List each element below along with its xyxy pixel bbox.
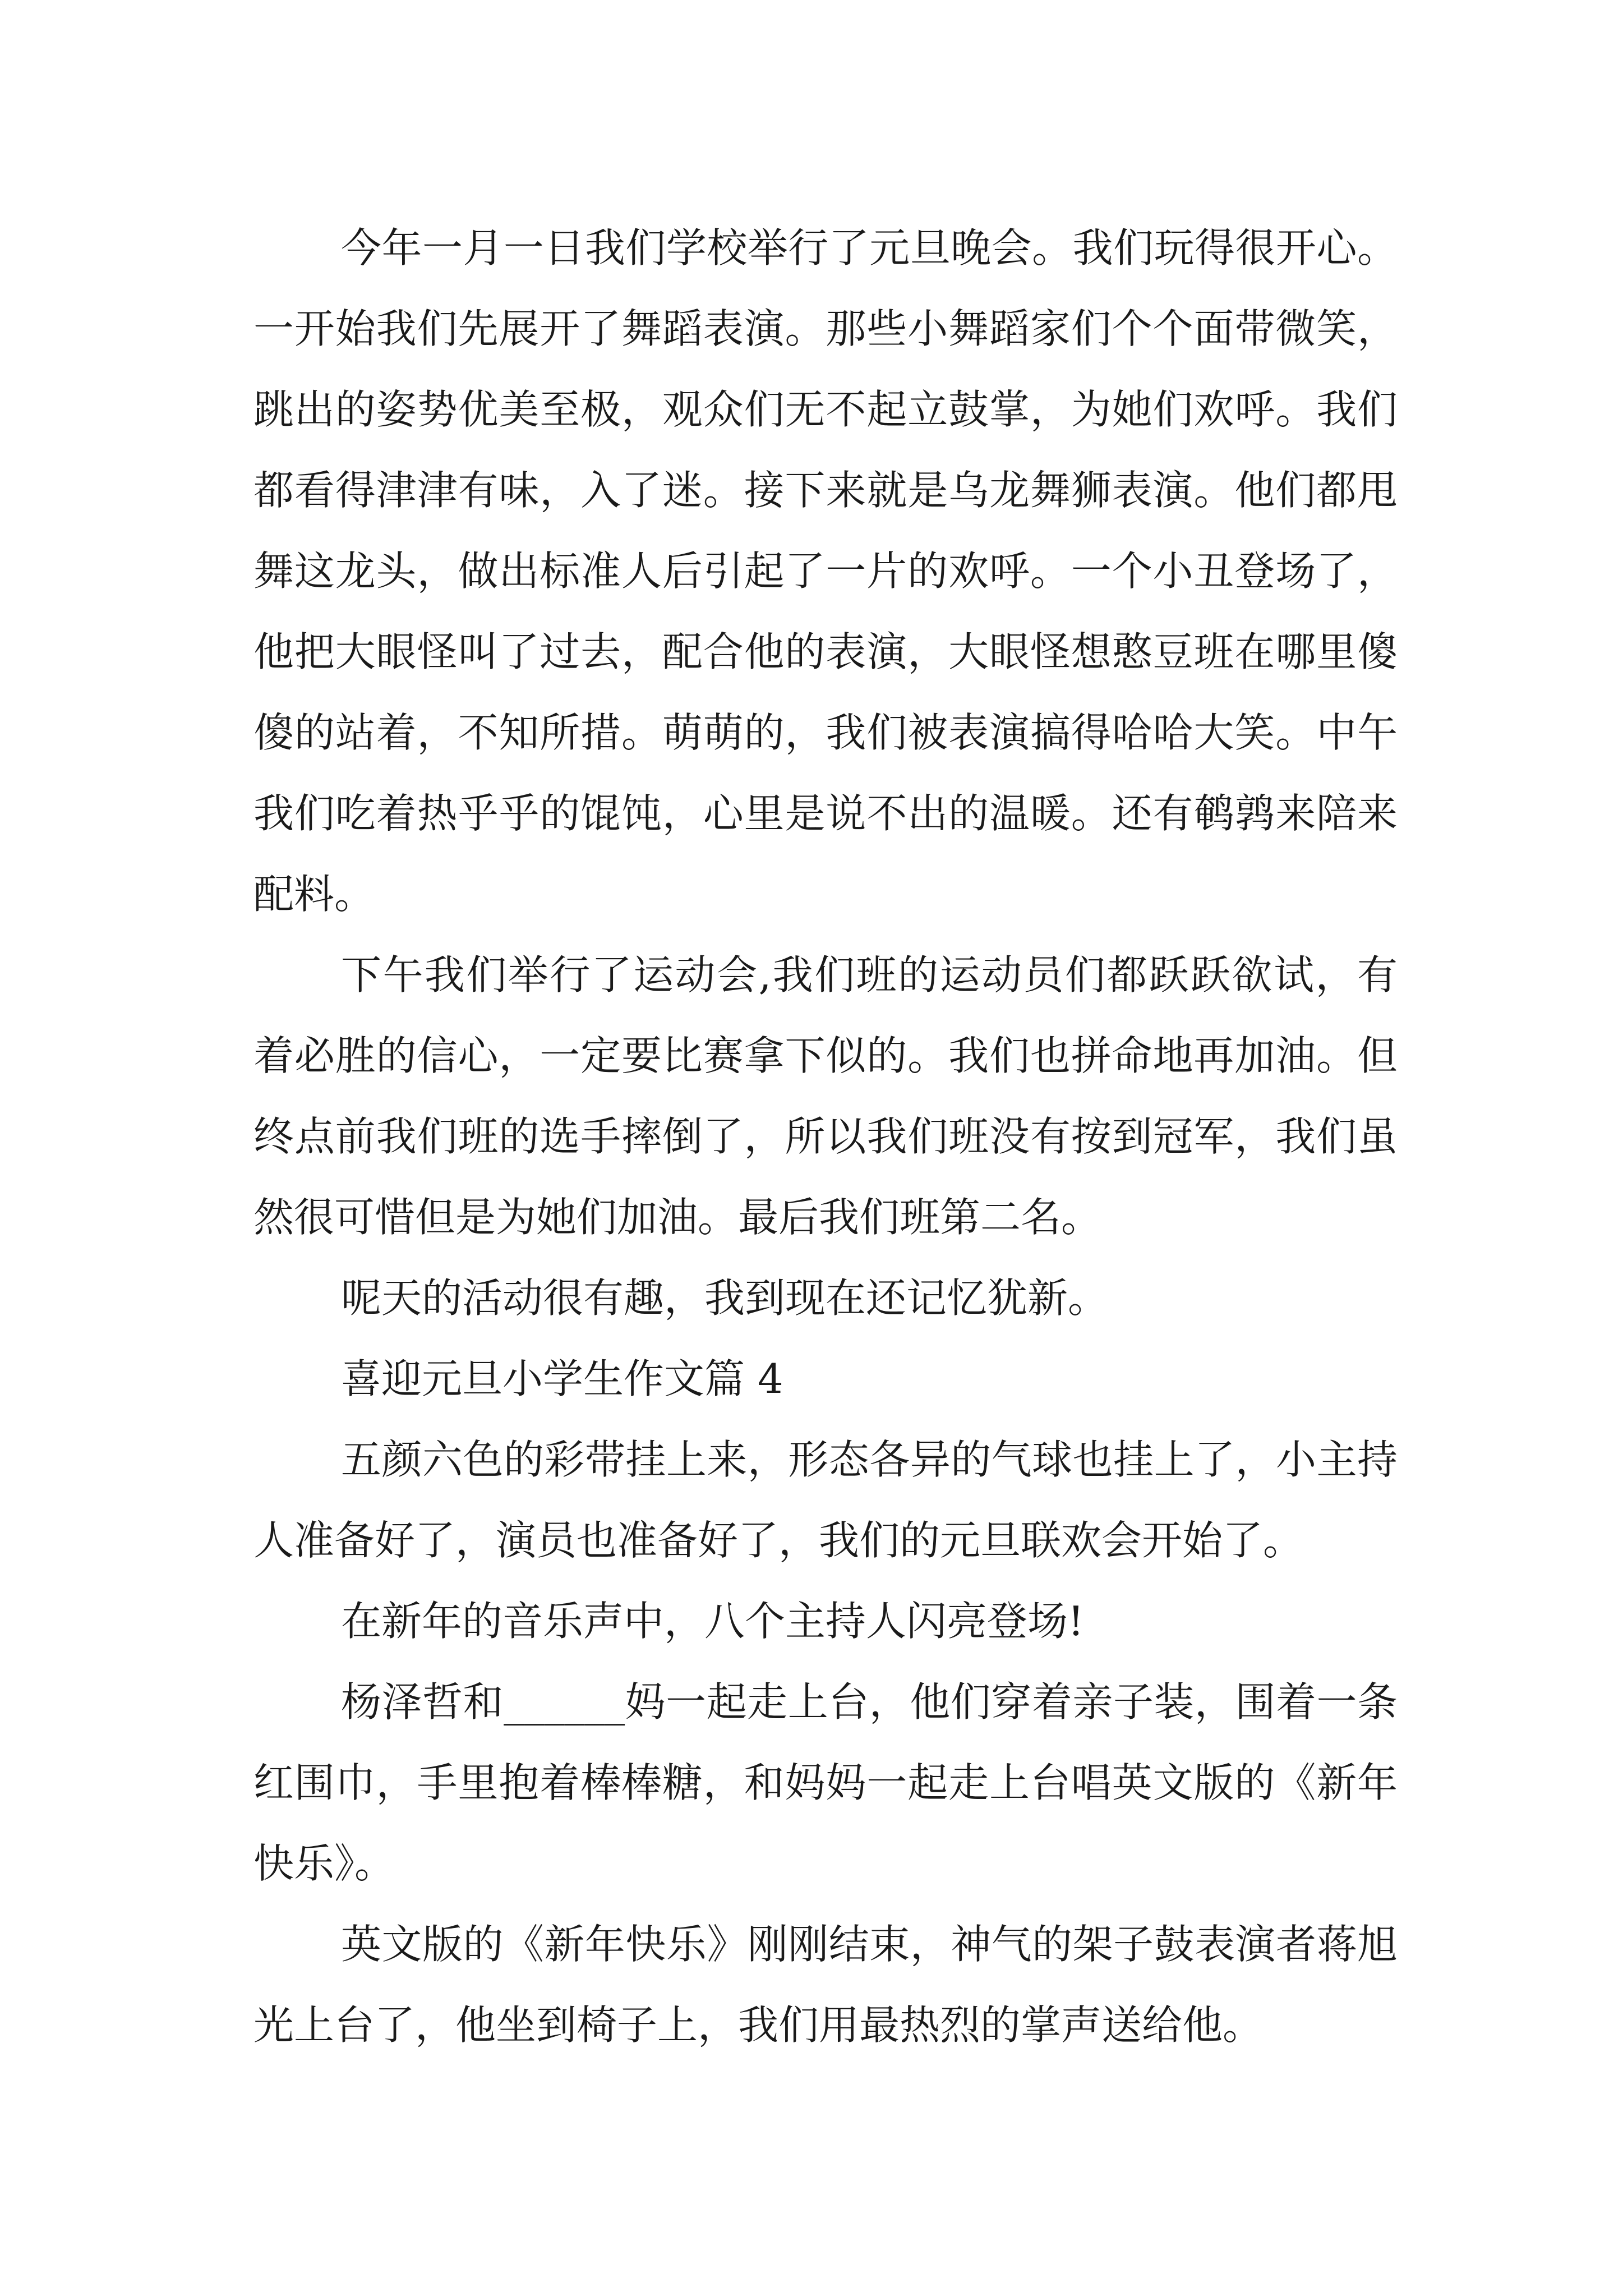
paragraph-drum-performer: 英文版的《新年快乐》刚刚结束，神气的架子鼓表演者蒋旭光上台了，他坐到椅子上，我们用最热烈的掌声送给他。 — [253, 1921, 1398, 2049]
essay-title-4: 喜迎元旦小学生作文篇 4 — [341, 1355, 783, 1402]
paragraph-new-year-gala: 今年一月一日我们学校举行了元旦晚会。我们玩得很开心。一开始我们先展开了舞蹈表演。那些小舞蹈家们个个面带微笑，跳出的姿势优美至极，观众们无不起立鼓掌，为她们欢呼。我们都看得津津有味，入了迷。接下来就是乌龙舞狮表演。他们都甩舞这龙头，做出标准人后引起了一片的欢呼。一个小丑登场了，他把大眼怪叫了过去，配合他的表演，大眼怪想憨豆班在哪里傻傻的站着，不知所措。萌萌的，我们被表演搞得哈哈大笑。中午我们吃着热乎乎的馄饨，心里是说不出的温暖。还有鹌鹑来陪来配料。 — [253, 224, 1398, 918]
essay-body — [253, 208, 1398, 2065]
paragraph-hosts: 在新年的音乐声中，八个主持人闪亮登场! — [341, 1598, 1084, 1645]
paragraph-memory: 呢天的活动很有趣，我到现在还记忆犹新。 — [341, 1274, 1109, 1322]
paragraph-parent-child-song: 杨泽哲和______妈一起走上台，他们穿着亲子装，围着一条红围巾，手里抱着棒棒糖，和妈妈一起走上台唱英文版的《新年快乐》。 — [253, 1678, 1398, 1887]
paragraph-sports-meet: 下午我们举行了运动会,我们班的运动员们都跃跃欲试，有着必胜的信心，一定要比赛拿下似的。我们也拼命地再加油。但终点前我们班的选手摔倒了，所以我们班没有按到冠军，我们虽然很可惜但是为她们加油。最后我们班第二名。 — [253, 951, 1398, 1241]
paragraph-decorations: 五颜六色的彩带挂上来，形态各异的气球也挂上了，小主持人准备好了，演员也准备好了，我们的元旦联欢会开始了。 — [253, 1436, 1398, 1564]
